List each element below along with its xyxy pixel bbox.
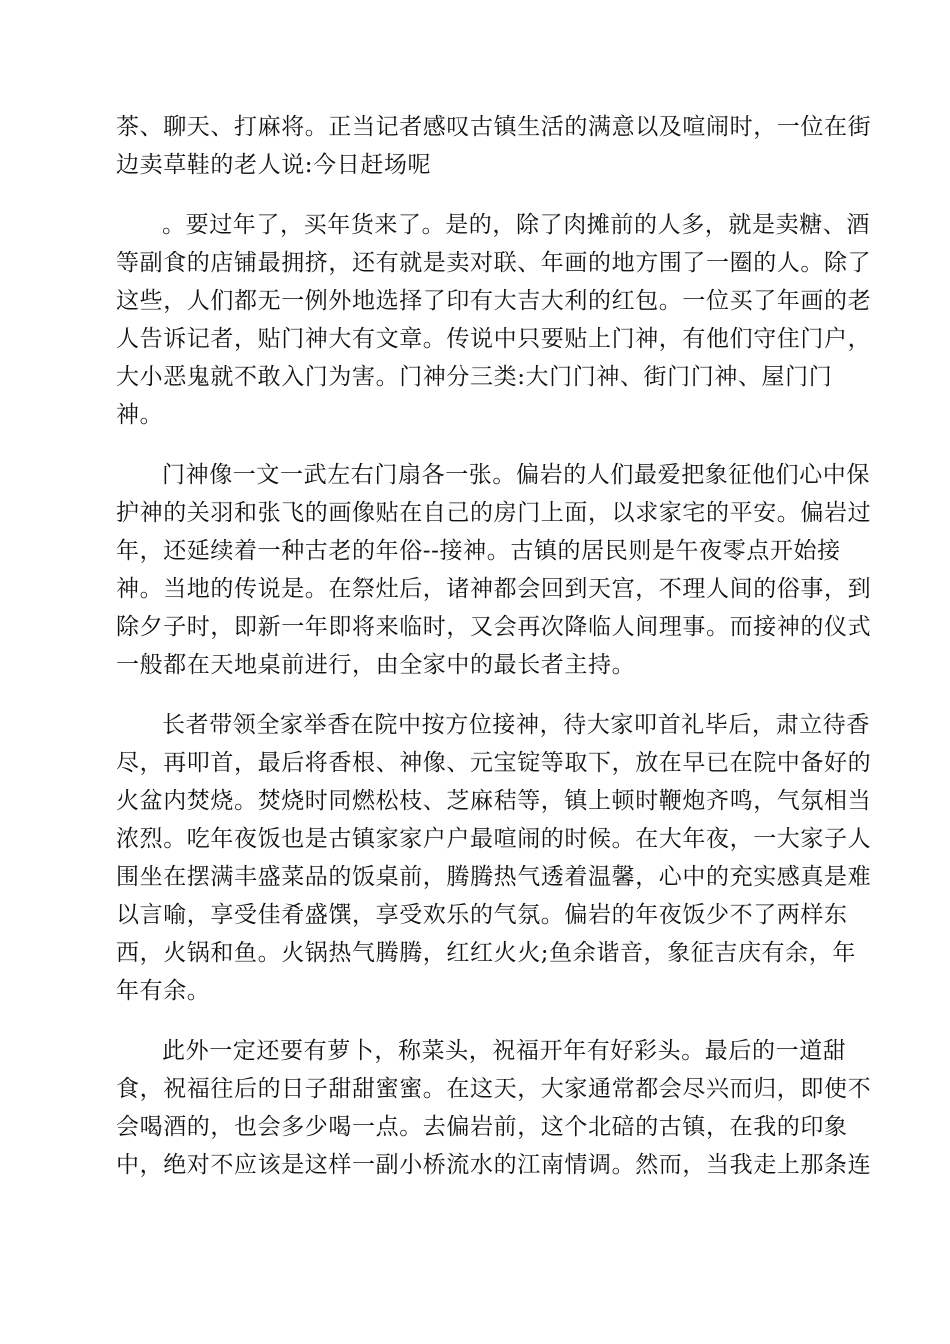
text-line: 除夕子时，即新一年即将来临时，又会再次降临人间理事。而接神的仪式 [116, 614, 872, 640]
text-line: 食，祝福往后的日子甜甜蜜蜜。在这天，大家通常都会尽兴而归，即使不 [116, 1076, 872, 1102]
text-line: 此外一定还要有萝卜，称菜头，祝福开年有好彩头。最后的一道甜 [162, 1038, 847, 1064]
text-line: 等副食的店铺最拥挤，还有就是卖对联、年画的地方围了一圈的人。除了 [116, 250, 872, 276]
text-line: 茶、聊天、打麻将。正当记者感叹古镇生活的满意以及喧闹时，一位在街 [116, 114, 872, 140]
text-line: 长者带领全家举香在院中按方位接神，待大家叩首礼毕后，肃立待香 [162, 712, 870, 738]
text-line: 火盆内焚烧。焚烧时同燃松枝、芝麻秸等，镇上顿时鞭炮齐鸣，气氛相当 [116, 788, 872, 814]
paragraph-2 [116, 206, 872, 434]
text-line: 神。 [116, 402, 164, 428]
text-line: 人告诉记者，贴门神大有文章。传说中只要贴上门神，有他们守住门户， [116, 326, 872, 352]
text-line: 会喝酒的，也会多少喝一点。去偏岩前，这个北碚的古镇，在我的印象 [116, 1114, 848, 1140]
text-line: 大小恶鬼就不敢入门为害。门神分三类:大门门神、街门门神、屋门门 [116, 364, 833, 390]
paragraph-4 [116, 706, 872, 1010]
document-page [116, 108, 872, 1206]
text-line: 年，还延续着一种古老的年俗--接神。古镇的居民则是午夜零点开始接 [116, 538, 841, 564]
text-line: 门神像一文一武左右门扇各一张。偏岩的人们最爱把象征他们心中保 [162, 462, 870, 488]
paragraph-5 [116, 1032, 872, 1184]
text-line: 神。当地的传说是。在祭灶后，诸神都会回到天宫，不理人间的俗事，到 [116, 576, 872, 602]
text-line: 以言喻，享受佳肴盛馔，享受欢乐的气氛。偏岩的年夜饭少不了两样东 [116, 902, 848, 928]
paragraph-3 [116, 456, 872, 684]
text-line: 浓烈。吃年夜饭也是古镇家家户户最喧闹的时候。在大年夜，一大家子人 [116, 826, 872, 852]
text-line: 一般都在天地桌前进行，由全家中的最长者主持。 [116, 652, 636, 678]
text-line: 这些，人们都无一例外地选择了印有大吉大利的红包。一位买了年画的老 [116, 288, 872, 314]
text-line: 西，火锅和鱼。火锅热气腾腾，红红火火;鱼余谐音，象征吉庆有余，年 [116, 940, 856, 966]
text-line: 。要过年了，买年货来了。是的，除了肉摊前的人多，就是卖糖、酒 [162, 212, 870, 238]
text-line: 中，绝对不应该是这样一副小桥流水的江南情调。然而，当我走上那条连 [116, 1152, 872, 1178]
text-line: 围坐在摆满丰盛菜品的饭桌前，腾腾热气透着温馨，心中的充实感真是难 [116, 864, 872, 890]
text-line: 尽，再叩首，最后将香根、神像、元宝锭等取下，放在早已在院中备好的 [116, 750, 872, 776]
text-line: 年有余。 [116, 978, 211, 1004]
text-line: 边卖草鞋的老人说:今日赶场呢 [116, 152, 432, 178]
paragraph-1 [116, 108, 872, 184]
text-line: 护神的关羽和张飞的画像贴在自己的房门上面，以求家宅的平安。偏岩过 [116, 500, 872, 526]
